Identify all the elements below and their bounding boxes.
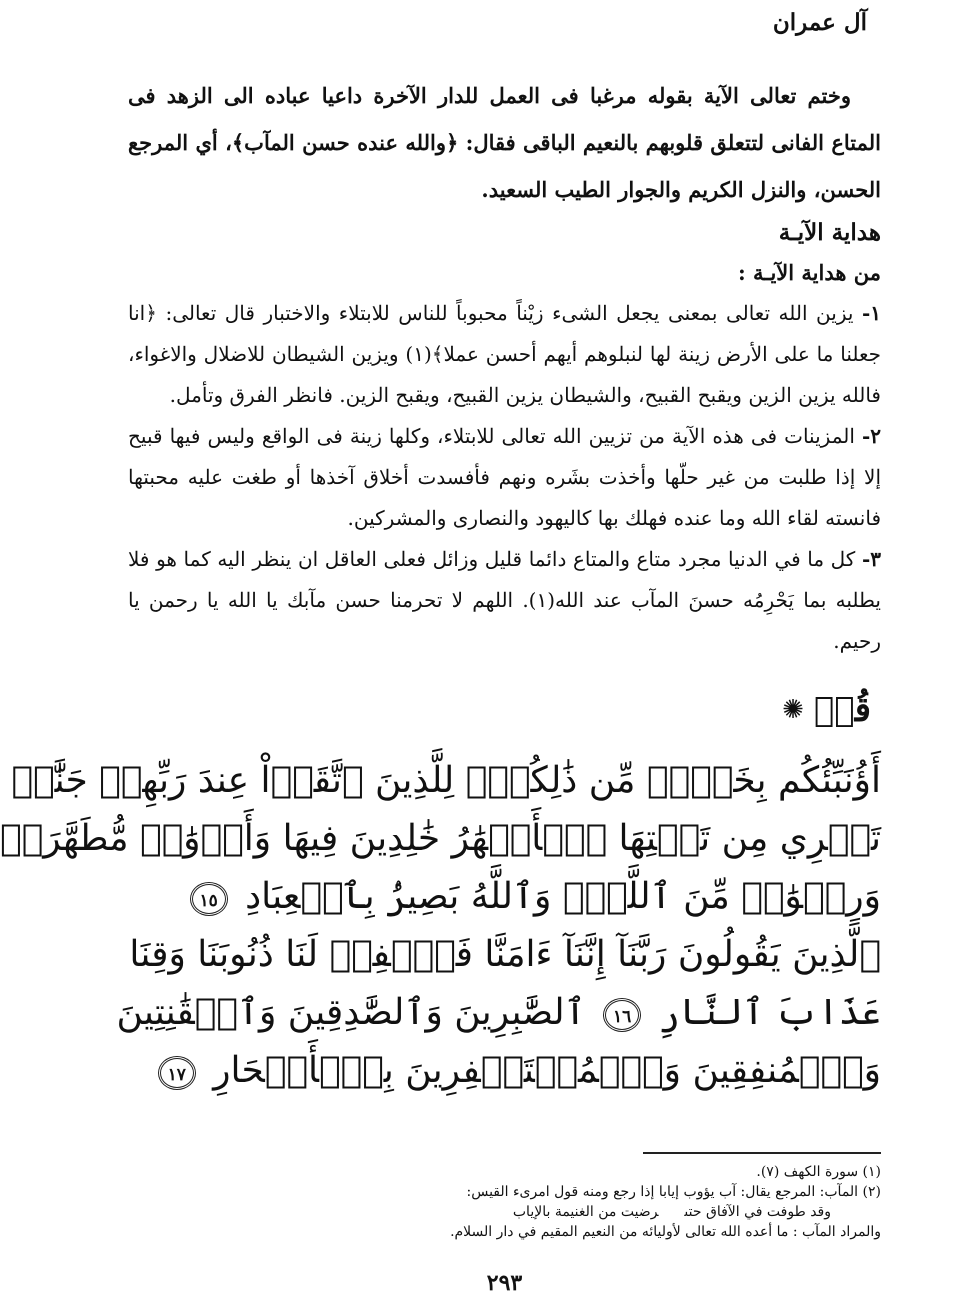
opening-word: قُلۡ [813,690,871,730]
verse-line-3 [122,868,881,926]
intro-paragraph: وختم تعالى الآية بقوله مرغبا فى العمل للدار الآخرة داعيا عباده الى الزهد فى المتاع الفانى لتتعلق قلوبهم بالنعيم الباقى فقال: ﴿والله عنده حسن المآب﴾، أي المرجع الحسن، والنزل الكريم والجوار الطيب السعيد. [128,83,881,202]
running-header: آل عمران [772,9,867,36]
item-number: ١- [861,301,881,325]
quran-text [0,752,881,1100]
ayah-number-marker: ١٥ [190,882,228,916]
ayah-number-marker: ١٦ [603,998,641,1032]
commentary-body [128,72,881,662]
item-text: المزينات فى هذه الآية من تزيين الله تعالى للابتلاء، وكلها زينة فى الواقع وليس فيها قبيح إلا إذا طلبت من غير حلّها وأخذت بشَره ونهم فأفسدت أخلاق آخذها أو طغت عليه محبتها فانسته لقاء الله وما عنده فهلك بها كاليهود والنصارى والمشركين. [128,424,881,530]
footnote-poem-verse [128,1202,881,1222]
item-text: كل ما في الدنيا مجرد متاع والمتاع دائما قليل وزائل فعلى العاقل ان ينظر اليه كما هو فلا يطلبه بما يَحْرِمُه حسنَ المآب عند الله(١). اللهم لا تحرمنا حسن مآبك يا الله يا رحمن يا رحيم. [128,547,881,653]
footnote-1: (١) سورة الكهف (٧). [756,1164,881,1180]
verse-text: ٱلَّذِينَ يَقُولُونَ رَبَّنَآ إِنَّنَآ ءَامَنَّا فَٱغۡفِرۡ لَنَا ذُنُوبَنَا وَقِنَا [129,934,881,975]
guidance-item-2 [128,416,881,539]
verse-line-4 [122,926,881,984]
footnotes [128,1162,881,1242]
guidance-item-1 [128,293,881,416]
sub-heading: من هداية الآيـة : [737,260,881,285]
footnote-2: (٢) المآب: المرجع يقال: آب يؤوب إيابا إذا رجع ومنه قول امرىء القيس: [466,1184,881,1200]
verse-text: وَرِضۡوَٰنٞ مِّنَ ٱللَّهِۗ وَٱللَّهُ بَصِيرُۢ بِٱلۡعِبَادِ [245,876,881,917]
page-number: ٢٩٣ [486,1270,523,1296]
verse-text: وَٱلۡمُنفِقِينَ وَٱلۡمُسۡتَغۡفِرِينَ بِٱلۡأَسۡحَارِ [213,1050,881,1091]
guidance-item-3 [128,539,881,662]
poem-first-hemistich: وقد طوفت في الآفاق حتى [684,1204,831,1220]
verse-text: ٱلصَّٰبِرِينَ وَٱلصَّٰدِقِينَ وَٱلۡقَٰنِتِينَ [116,992,586,1033]
verse-line-6 [122,1042,881,1100]
item-number: ٣- [861,547,881,571]
rub-el-hizb-icon: ✺ [782,695,804,725]
verse-line-1 [11,752,881,810]
footnote-3: والمراد المآب : ما أعده الله تعالى لأوليائه من النعيم المقيم في دار السلام. [450,1224,881,1240]
item-text: يزين الله تعالى بمعنى يجعل الشىء زيْناً محبوباً للناس للابتلاء والاختبار قال تعالى: ﴿انا جعلنا ما على الأرض زينة لها لنبلوهم أيهم أحسن عملا﴾(١) ويزين الشيطان للاضلال والاغواء، فالله يزين الزين ويقبح القبيح، والشيطان يزين القبيح، ويقبح الزين. فانظر الفرق وتأمل. [128,301,881,407]
quran-opening [782,688,871,732]
verse-line-5 [116,984,881,1042]
section-heading: هداية الآيـة [778,219,881,246]
verse-line-2 [0,810,881,868]
ayah-number-marker: ١٧ [158,1056,196,1090]
poem-second-hemistich: رضيت من الغنيمة بالإياب [512,1204,659,1220]
item-number: ٢- [861,424,881,448]
verse-text: أَؤُنَبِّئُكُم بِخَيۡرٖ مِّن ذَٰلِكُمۡۖ لِلَّذِينَ ٱتَّقَوۡاْ عِندَ رَبِّهِمۡ جَنَّٰتٞ [11,760,881,801]
footnote-divider [643,1152,881,1154]
verse-text: تَجۡرِي مِن تَحۡتِهَا ٱلۡأَنۡهَٰرُ خَٰلِدِينَ فِيهَا وَأَزۡوَٰجٞ مُّطَهَّرَةٞ [0,818,881,859]
verse-text: عَذَابَ ٱلنَّارِ [658,992,881,1033]
